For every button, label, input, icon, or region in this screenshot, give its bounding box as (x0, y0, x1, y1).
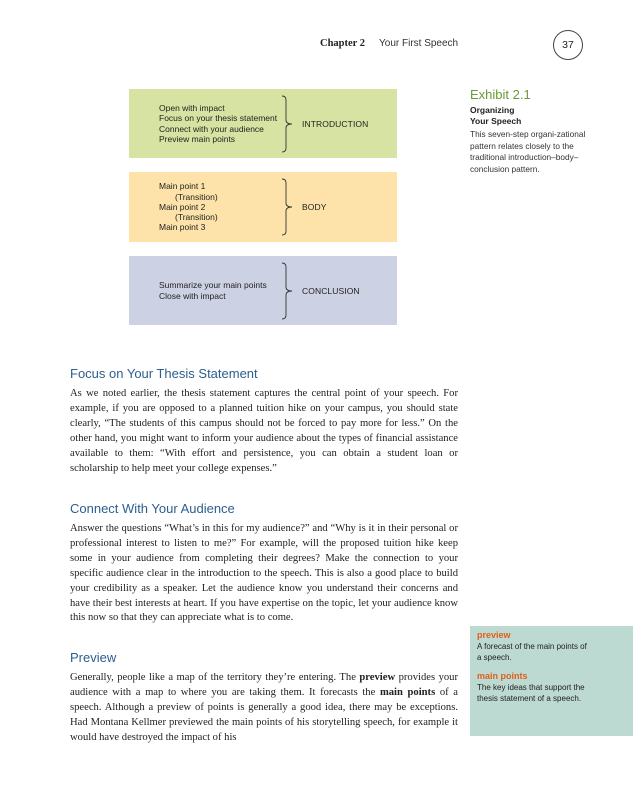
conclusion-label: CONCLUSION (302, 285, 360, 296)
preview-paragraph (70, 671, 458, 746)
audience-heading: Connect With Your Audience (70, 501, 235, 516)
glossary-sidebar (470, 626, 633, 736)
thesis-heading: Focus on Your Thesis Statement (70, 366, 258, 381)
exhibit-subtitle-line2: Your Speech (470, 116, 522, 126)
introduction-steps (159, 89, 277, 158)
page-number: 37 (553, 30, 583, 60)
exhibit-description: This seven-step organi-zational pattern relates closely to the traditional introduction–body–conclusion pattern. (470, 129, 586, 174)
intro-step: Focus on your thesis statement (159, 113, 278, 124)
diagram-body-box (129, 172, 397, 242)
preview-text: of a speech. Although a preview of points is generally a good idea, there may be exceptions. Had Montana Kellmer previewed the main points of his storytelling speech, for example it would have destroyed the impact of his (70, 686, 458, 743)
conclusion-steps (159, 256, 267, 325)
glossary-definition: A forecast of the main points of a speech. (477, 642, 587, 663)
bracket-icon (281, 178, 295, 236)
page-header (0, 38, 633, 58)
chapter-label: Chapter 2 (320, 38, 366, 49)
preview-keyword: preview (359, 672, 396, 683)
preview-text: Generally, people like a map of the territory they’re entering. The (70, 672, 360, 683)
body-label: BODY (302, 202, 327, 212)
audience-paragraph: Answer the questions “What’s in this for my audience?” and “Why is it in their personal or professional interest to listen to me?” For example, will the proposed tuition hike keep some in your audience from completing their degrees? Make the connection to your specific audience clear in the introduction to the speech. This is also a good place to build your credibility as a speaker. Let the audience know you understand their concerns and have their best interests at heart. If you have expertise on the topic, let your audience know this now so that they can appreciate what is to come. (70, 523, 458, 624)
body-step: Main point 2 (159, 201, 206, 212)
conclusion-step: Summarize your main points (159, 280, 267, 291)
conclusion-step: Close with impact (159, 290, 226, 301)
body-transition: (Transition) (175, 212, 218, 223)
diagram-conclusion-box (129, 256, 397, 325)
chapter-title: Your First Speech (379, 38, 459, 49)
intro-step: Connect with your audience (159, 123, 264, 134)
exhibit-caption (470, 87, 600, 175)
body-transition: (Transition) (175, 191, 218, 202)
glossary-term: preview (477, 630, 511, 640)
glossary-term: main points (477, 670, 528, 681)
glossary-definition: The key ideas that support the thesis statement of a speech. (477, 682, 585, 703)
body-step: Main point 3 (159, 222, 206, 233)
intro-step: Preview main points (159, 133, 236, 144)
exhibit-title: Exhibit 2.1 (470, 87, 531, 102)
intro-step: Open with impact (159, 103, 225, 114)
body-step: Main point 1 (159, 181, 206, 192)
bracket-icon (281, 95, 295, 153)
thesis-paragraph: As we noted earlier, the thesis statement captures the central point of your speech. For example, if you are opposed to a planned tuition hike on your campus, you should state clearly, “The students of this campus should not be forced to pay more for less.” On the other hand, you might want to inform your audience about the types of financial assistance available to them: “With effort and persistence, you can obtain a student loan or scholarship to help meet your college expenses.” (70, 388, 458, 474)
introduction-label: INTRODUCTION (302, 118, 369, 129)
diagram-introduction-box (129, 89, 397, 158)
preview-heading: Preview (70, 650, 117, 665)
exhibit-subtitle-line1: Organizing (470, 105, 515, 115)
body-steps (159, 172, 218, 242)
main-points-keyword: main points (379, 686, 436, 698)
bracket-icon (281, 262, 295, 320)
preview-text: provides your audience with a map to where you are taking them. It forecasts the (70, 672, 459, 698)
